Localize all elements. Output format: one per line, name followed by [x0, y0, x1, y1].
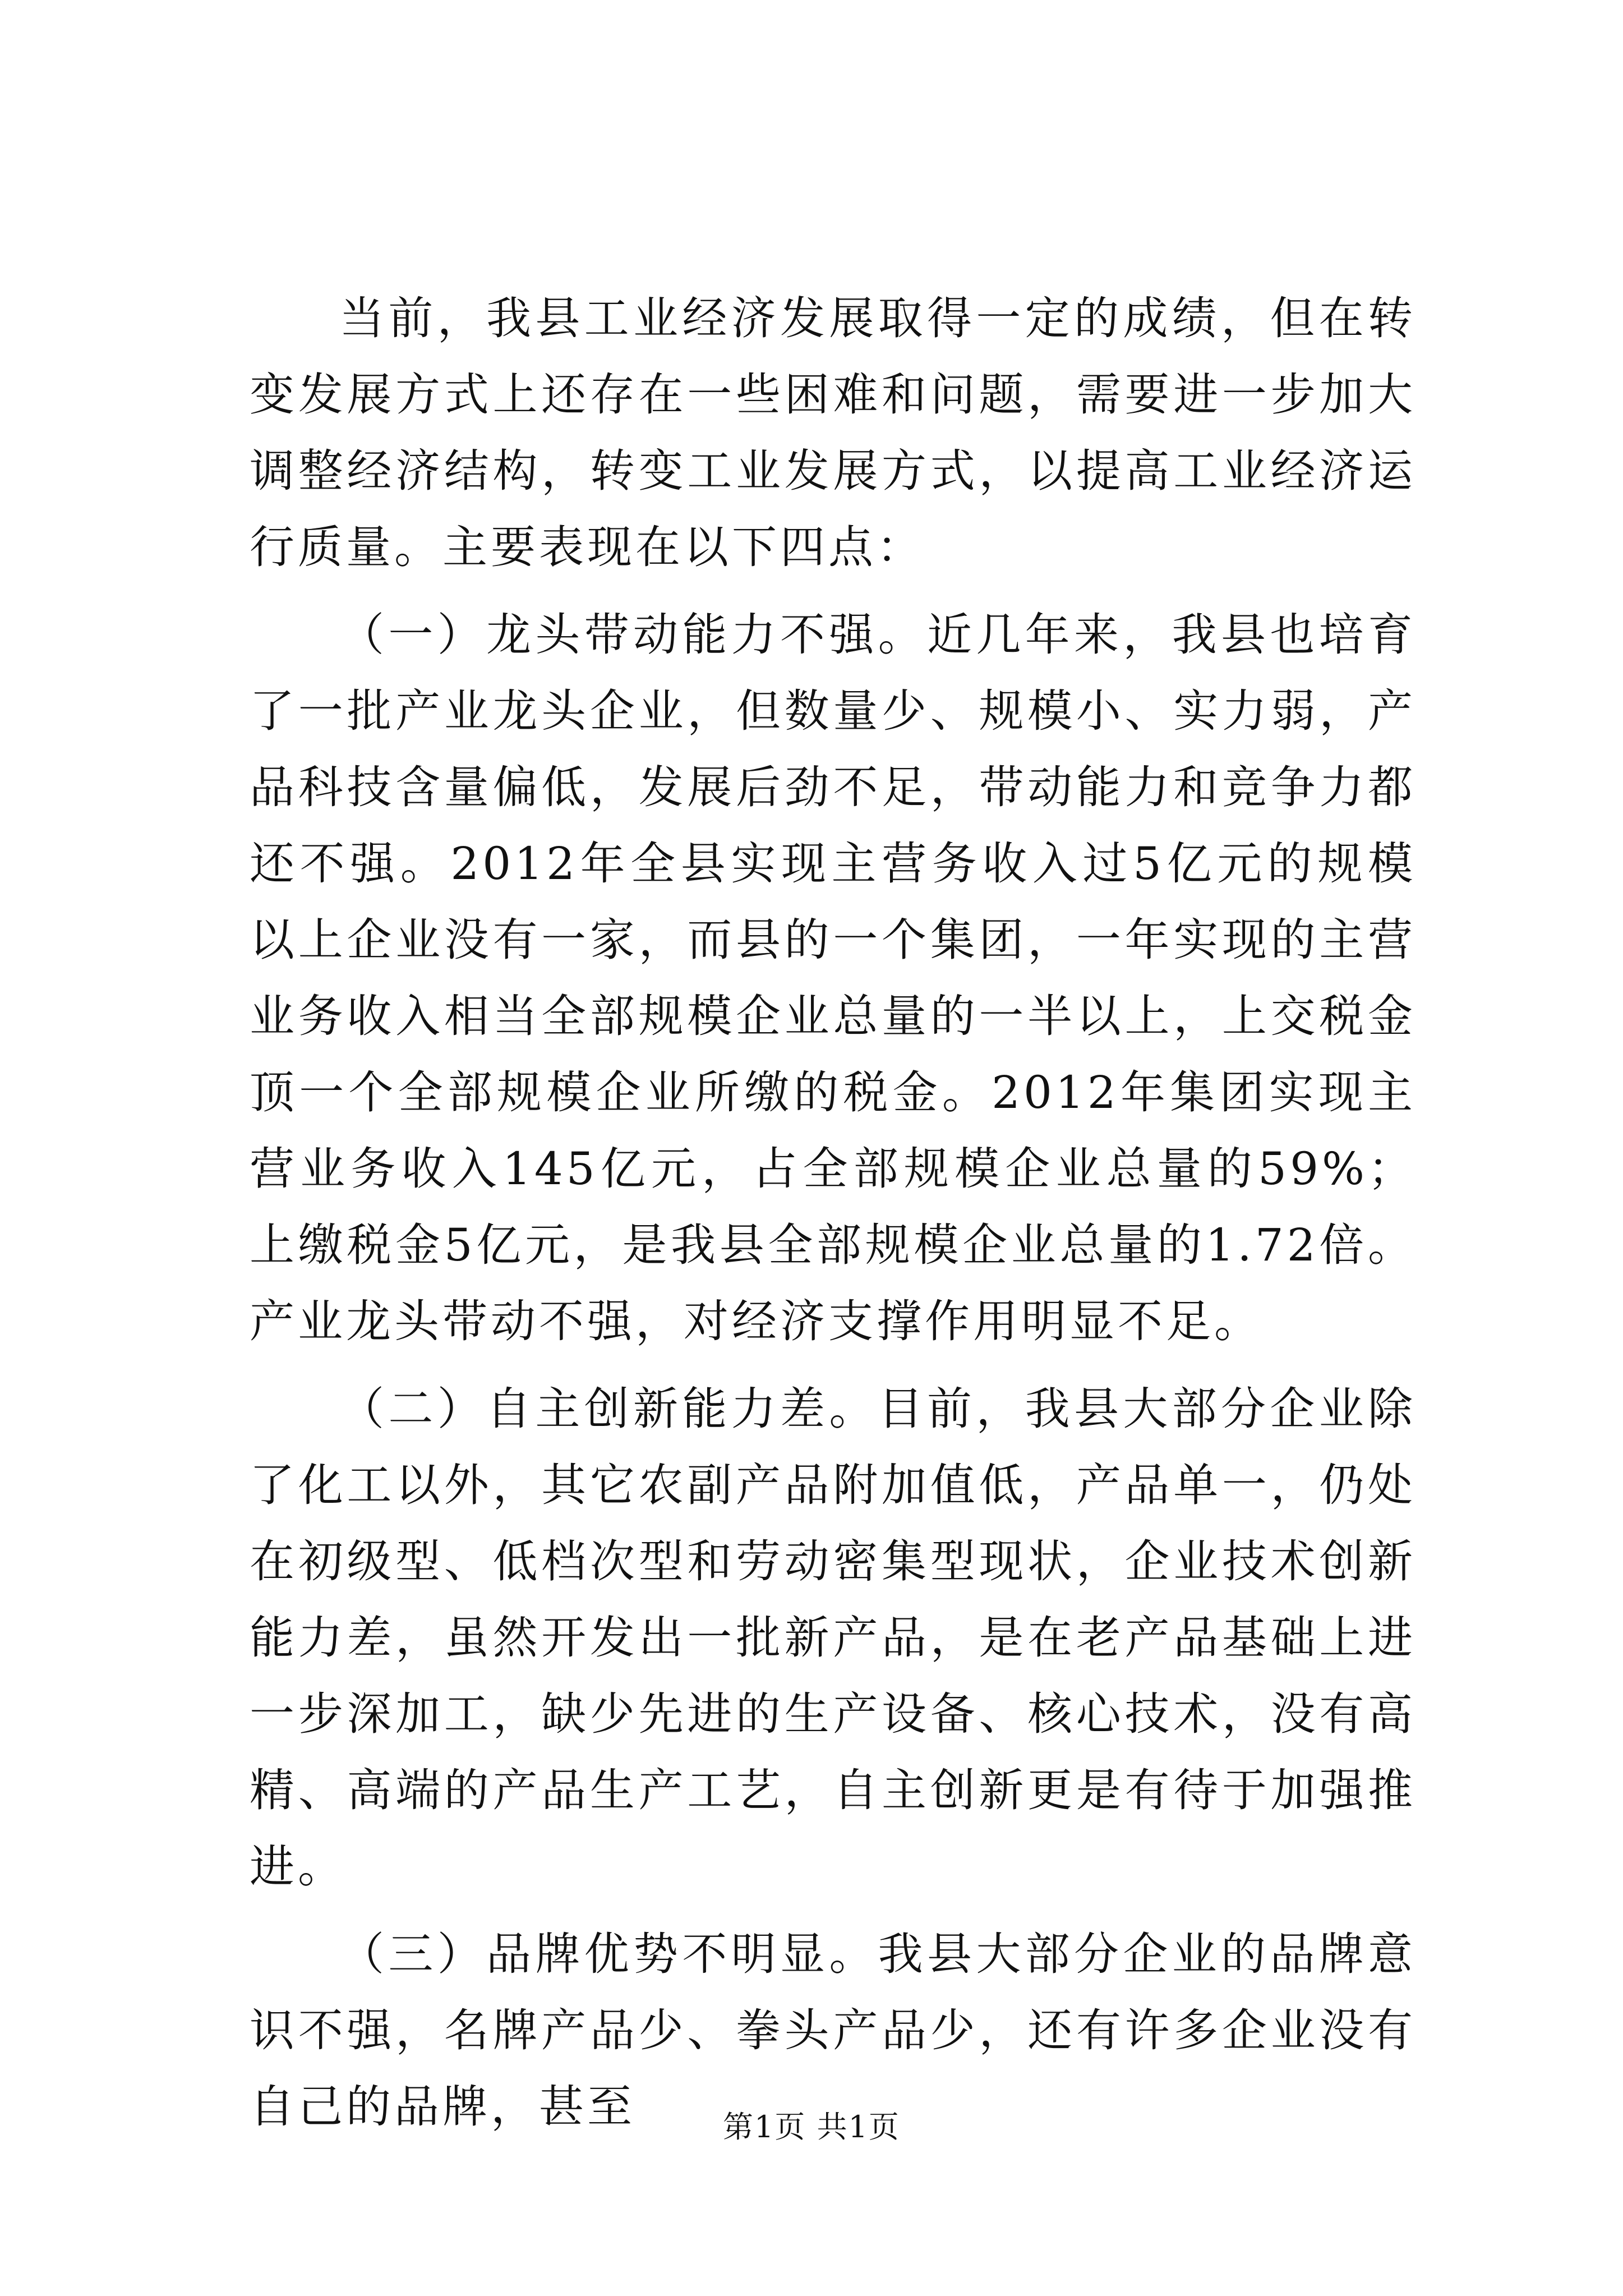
- point-two-paragraph: （二）自主创新能力差。目前，我县大部分企业除了化工以外，其它农副产品附加值低，产品单一，仍处在初级型、低档次型和劳动密集型现状，企业技术创新能力差，虽然开发出一批新产品，是在老产品基础上进一步深加工，缺少先进的生产设备、核心技术，没有高精、高端的产品生产工艺，自主创新更是有待于加强推进。: [250, 1383, 1416, 1893]
- document-body: [250, 280, 1416, 2145]
- point-three-paragraph: （三）品牌优势不明显。我县大部分企业的品牌意识不强，名牌产品少、拳头产品少，还有许多企业没有自己的品牌，甚至: [250, 1928, 1416, 2133]
- page-number-footer: 第1页 共1页: [723, 2109, 900, 2145]
- point-one-paragraph: （一）龙头带动能力不强。近几年来，我县也培育了一批产业龙头企业，但数量少、规模小、实力弱，产品科技含量偏低，发展后劲不足，带动能力和竞争力都还不强。2012年全县实现主营务收入过5亿元的规模以上企业没有一家，而县的一个集团，一年实现的主营业务收入相当全部规模企业总量的一半以上，上交税金顶一个全部规模企业所缴的税金。2012年集团实现主营业务收入145亿元，占全部规模企业总量的59%；上缴税金5亿元，是我县全部规模企业总量的1.72倍。产业龙头带动不强，对经济支撑作用明显不足。: [250, 609, 1416, 1347]
- intro-paragraph: 当前，我县工业经济发展取得一定的成绩，但在转变发展方式上还存在一些困难和问题，需要进一步加大调整经济结构，转变工业发展方式，以提高工业经济运行质量。主要表现在以下四点：: [250, 292, 1416, 573]
